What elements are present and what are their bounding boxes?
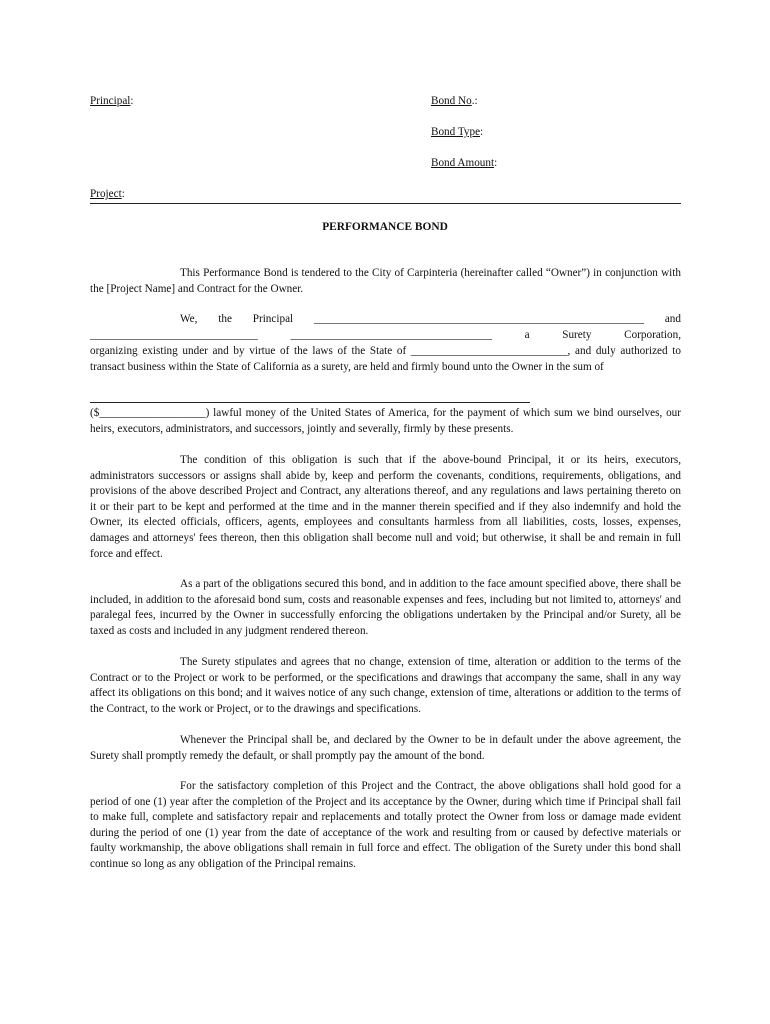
paragraph-parties: organizing existing under and by virtue of the laws of the State of ____________________________, and duly authorized to transact business within the State of California as a surety, are held and firmly bound unto the Owner in the sum of	[90, 345, 681, 373]
bond-amount-colon: :	[494, 157, 498, 169]
principal-line: We, the Principal ___________________________________________________________ and	[180, 313, 681, 325]
paragraph-warranty	[90, 779, 681, 873]
surety-line: ______________________________ ____________________________________ a Surety Corporation,	[90, 329, 681, 341]
paragraph-sum: ($___________________) lawful money of the United States of America, for the payment of which sum we bind ourselves, our heirs, executors, administrators, and successors, jointly and severally, firmly by these presents.	[90, 407, 681, 435]
bond-no-suffix: .:	[471, 95, 478, 107]
paragraph-obligations-text: As a part of the obligations secured this bond, and in addition to the face amount specified above, there shall be included, in addition to the aforesaid bond sum, costs and reasonable expenses and fees, including but not limited to, attorneys' and paralegal fees, incurred by the Owner in successfully enforcing the obligations undertaken by the Principal and/or Surety, all be taxed as costs and included in any judgment rendered thereon.	[90, 578, 681, 637]
project-field	[90, 188, 125, 200]
paragraph-condition-text: The condition of this obligation is such that if the above-bound Principal, it or its heirs, executors, administrators successors or assigns shall abide by, keep and perform the covenants, conditions, requirements, obligations, and provisions of the above described Project and Contract, any alterations thereof, and any regulations and laws pertaining thereto on it or their part to be kept and performed at the time and in the manner therein specified and if they also indemnify and hold the Owner, its elected officials, officers, agents, employees and consultants harmless from all liabilities, costs, losses, expenses, damages and attorneys' fees thereon, then this obligation shall become null and void; but otherwise, it shall be and remain in full force and effect.	[90, 454, 681, 560]
bond-amount-field	[431, 157, 497, 169]
document-title: PERFORMANCE BOND	[322, 221, 448, 233]
bond-no-field	[431, 95, 478, 107]
paragraph-surety-stipulation	[90, 655, 681, 717]
bond-no-label: Bond No	[431, 95, 472, 107]
paragraph-default	[90, 733, 681, 764]
bond-type-field	[431, 126, 483, 138]
project-colon: :	[121, 188, 125, 200]
paragraph-warranty-text: For the satisfactory completion of this Project and the Contract, the above obligations shall hold good for a period of one (1) year after the completion of the Project and its acceptance by the Owner, during which time if Principal shall fail to make full, complete and satisfactory repair and replacements and totally protect the Owner from loss or damage made evident during the period of one (1) year from the date of acceptance of the work and resulting from or caused by defective materials or faulty workmanship, the above obligations shall remain in full force and effect. The obligation of the Surety under this bond shall continue so long as any obligation of the Principal remains.	[90, 780, 681, 870]
bond-amount-label: Bond Amount	[431, 157, 495, 169]
paragraph-condition	[90, 453, 681, 562]
sum-blank-rule	[90, 402, 530, 403]
bond-type-colon: :	[480, 126, 484, 138]
principal-label: Principal	[90, 95, 131, 107]
project-rule	[90, 203, 681, 204]
principal-colon: :	[130, 95, 134, 107]
paragraph-obligations	[90, 577, 681, 639]
bond-type-label: Bond Type	[431, 126, 481, 138]
paragraph-surety-stipulation-text: The Surety stipulates and agrees that no change, extension of time, alteration or addition to the terms of the Contract or to the Project or work to be performed, or the specifications and drawings that accompany the same, shall in any way affect its obligations on this bond; and it waives notice of any such change, extension of time, alterations or addition to the terms of the Contract, to the work or Project, or to the drawings and specifications.	[90, 656, 681, 715]
paragraph-default-text: Whenever the Principal shall be, and declared by the Owner to be in default under the above agreement, the Surety shall promptly remedy the default, or shall promptly pay the amount of the bond.	[90, 734, 681, 762]
paragraph-intro	[90, 266, 681, 297]
project-label: Project	[90, 188, 122, 200]
principal-field	[90, 95, 134, 107]
paragraph-intro-text: This Performance Bond is tendered to the City of Carpinteria (hereinafter called “Owner”) in conjunction with the [Project Name] and Contract for the Owner.	[90, 267, 681, 295]
